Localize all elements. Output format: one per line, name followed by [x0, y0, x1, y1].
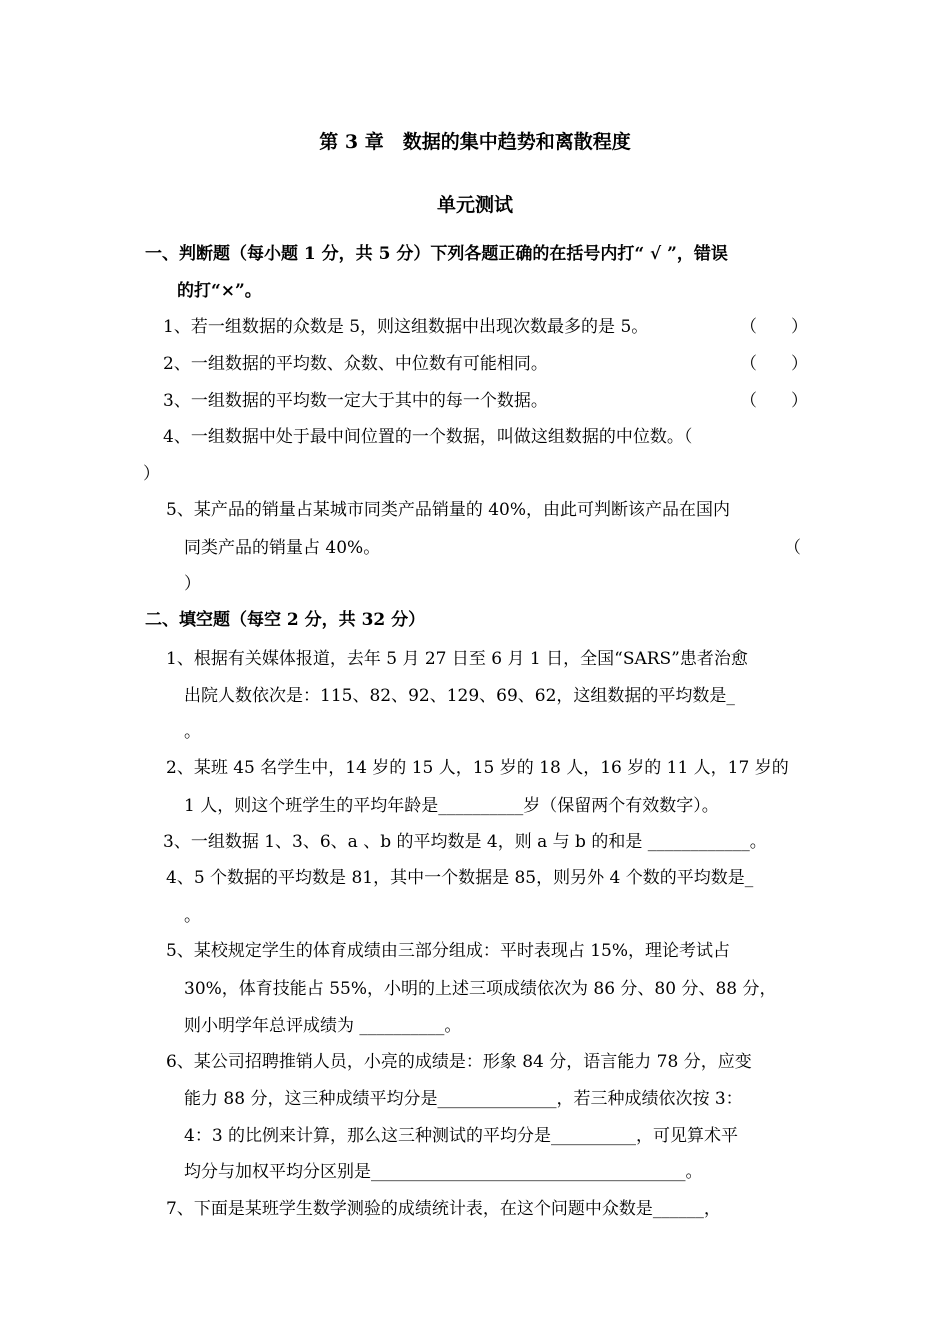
fill-question-4-line1: 4、5 个数据的平均数是 81，其中一个数据是 85，则另外 4 个数的平均数是_ — [166, 868, 754, 888]
fill-question-1-line3: 。 — [184, 722, 201, 742]
answer-paren-2[interactable]: （ ） — [740, 354, 808, 374]
chapter-title: 第 3 章 数据的集中趋势和离散程度 — [319, 131, 631, 153]
judge-question-5-line2: 同类产品的销量占 40%。 — [184, 538, 381, 558]
fill-question-4-line2: 。 — [184, 906, 201, 926]
fill-question-6-line3: 4：3 的比例来计算，那么这三种测试的平均分是__________，可见算术平 — [184, 1126, 739, 1146]
fill-question-5-line1: 5、某校规定学生的体育成绩由三部分组成：平时表现占 15%，理论考试占 — [166, 941, 731, 961]
judge-question-4: 4、一组数据中处于最中间位置的一个数据，叫做这组数据的中位数。（ — [163, 427, 693, 447]
fill-question-2-line2: 1 人，则这个班学生的平均年龄是__________岁（保留两个有效数字）。 — [184, 796, 719, 816]
judge-question-5-line1: 5、某产品的销量占某城市同类产品销量的 40%，由此可判断该产品在国内 — [166, 500, 731, 520]
judge-question-1: 1、若一组数据的众数是 5，则这组数据中出现次数最多的是 5。 — [163, 317, 649, 337]
unit-test-subtitle: 单元测试 — [436, 194, 513, 216]
fill-question-1-line2: 出院人数依次是：115、82、92、129、69、62，这组数据的平均数是_ — [184, 686, 735, 706]
section1-heading-line1: 一、判断题（每小题 1 分，共 5 分）下列各题正确的在括号内打“ √ ”，错误 — [145, 244, 728, 264]
answer-paren-4-close[interactable]: ） — [143, 464, 160, 484]
section2-heading: 二、填空题（每空 2 分，共 32 分） — [145, 610, 426, 630]
fill-question-6-line2: 能力 88 分，这三种成绩平均分是______________，若三种成绩依次按 3： — [184, 1089, 743, 1109]
fill-question-6-line4: 均分与加权平均分区别是_____________________________________。 — [184, 1162, 703, 1182]
judge-question-2: 2、一组数据的平均数、众数、中位数有可能相同。 — [163, 354, 548, 374]
answer-paren-5-open[interactable]: （ — [784, 538, 801, 558]
judge-question-3: 3、一组数据的平均数一定大于其中的每一个数据。 — [163, 391, 548, 411]
section1-heading-line2: 的打“×”。 — [177, 281, 262, 301]
fill-question-1-line1: 1、根据有关媒体报道，去年 5 月 27 日至 6 月 1 日，全国“SARS”患者治愈 — [166, 649, 748, 669]
answer-paren-5-close[interactable]: ） — [184, 574, 201, 594]
answer-paren-1[interactable]: （ ） — [740, 317, 808, 337]
fill-question-2-line1: 2、某班 45 名学生中，14 岁的 15 人，15 岁的 18 人，16 岁的 11 人，17 岁的 — [166, 758, 789, 778]
fill-question-6-line1: 6、某公司招聘推销人员，小亮的成绩是：形象 84 分，语言能力 78 分，应变 — [166, 1052, 752, 1072]
fill-question-3: 3、一组数据 1、3、6、a 、b 的平均数是 4，则 a 与 b 的和是 ____________。 — [163, 832, 767, 852]
fill-question-5-line3: 则小明学年总评成绩为 __________。 — [184, 1016, 462, 1036]
answer-paren-3[interactable]: （ ） — [740, 391, 808, 411]
fill-question-7-line1: 7、下面是某班学生数学测验的成绩统计表，在这个问题中众数是______， — [166, 1199, 721, 1219]
fill-question-5-line2: 30%，体育技能占 55%，小明的上述三项成绩依次为 86 分、80 分、88 分， — [184, 979, 777, 999]
